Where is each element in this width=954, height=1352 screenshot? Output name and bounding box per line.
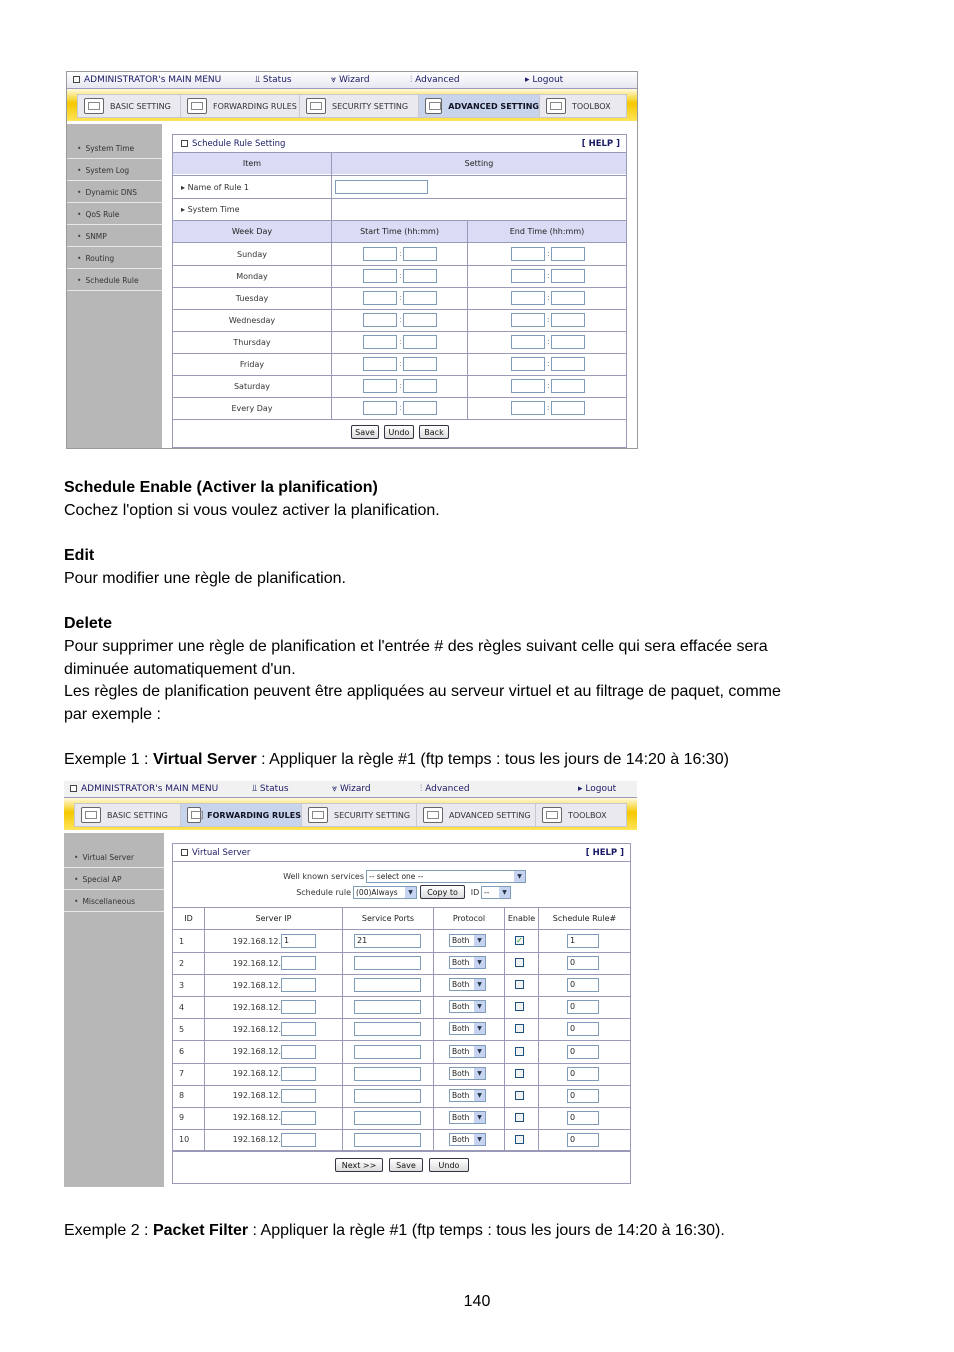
time-separator: : [399,271,402,280]
paragraph-delete-line2: diminuée automatiquement d'un. [64,661,296,678]
page-number: 140 [463,1293,491,1310]
start-minute-input[interactable] [403,291,437,305]
end-time-header: End Time (hh:mm) [468,221,626,242]
example-2-caption: Exemple 2 : Packet Filter : Appliquer la règle #1 (ftp temps : tous les jours de 14:20 à 16:30). [64,1222,725,1239]
well-known-services-select[interactable]: -- select one -- ▼ [366,870,526,883]
tab-toolbox[interactable]: TOOLBOX [536,804,626,826]
end-hour-input[interactable] [511,247,545,261]
schedule-rule-input[interactable]: 0 [567,1089,599,1103]
time-separator: : [547,337,550,346]
chevron-down-icon: ▼ [474,1068,485,1079]
toolbox-icon [542,807,562,823]
logout-link[interactable]: ▸ Logout [578,784,617,794]
virtual-server-screenshot [64,781,637,1187]
basic-setting-icon [81,807,101,823]
end-minute-input[interactable] [551,335,585,349]
sidebar-item-system-log[interactable]: • System Log [67,160,162,181]
paragraph-delete-line1: Pour supprimer une règle de planification et l'entrée # des règles suivant celle qui sera effacée sera [64,638,768,655]
protocol-value: Both [452,1068,470,1078]
server-ip-input[interactable] [281,978,316,992]
start-minute-input[interactable] [403,313,437,327]
tab-toolbox[interactable]: TOOLBOX [540,95,620,117]
tab-advanced-setting[interactable]: ADVANCED SETTING [419,95,540,117]
protocol-select[interactable] [449,1000,486,1013]
table-row [173,1041,630,1063]
time-separator: : [547,315,550,324]
square-icon [181,849,188,856]
chevron-down-icon: ▼ [474,1112,485,1123]
wizard-link[interactable]: ⩔ Wizard [331,75,370,85]
time-separator: : [399,293,402,302]
schedule-rule-screenshot [66,71,638,449]
forwarding-icon [187,98,207,114]
end-minute-input[interactable] [551,357,585,371]
schedule-rule-input[interactable]: 0 [567,978,599,992]
sidebar-item-special-ap[interactable]: • Special AP [64,869,164,890]
back-button[interactable]: Back [419,425,449,439]
advanced-icon [425,98,442,114]
square-icon [70,785,77,792]
protocol-select[interactable] [449,1045,486,1058]
security-icon [306,98,326,114]
protocol-select[interactable] [449,978,486,991]
well-known-services-label: Well known services [283,871,364,881]
server-ip-input[interactable] [281,1000,316,1014]
save-button[interactable]: Save [389,1158,423,1172]
start-hour-input[interactable] [363,335,397,349]
tab-bar [64,798,637,830]
protocol-select[interactable] [449,1067,486,1080]
week-day-label: Tuesday [235,293,269,303]
schedule-rule-label: Schedule rule [296,887,351,897]
main-menu-link[interactable]: ADMINISTRATOR's MAIN MENU [73,75,221,85]
end-hour-input[interactable] [511,335,545,349]
table-row [173,1085,630,1107]
heading-delete: Delete [64,615,113,632]
sidebar-item-system-time[interactable]: • System Time [67,138,162,159]
row-id: 6 [179,1047,185,1057]
toolbox-icon [546,98,566,114]
protocol-value: Both [452,1134,470,1144]
table-row [173,996,630,1018]
tab-bar [67,89,637,121]
paragraph-rules-line1: Les règles de planification peuvent être appliquées au serveur virtuel et au filtrage de paquet, comme [64,683,781,700]
schedule-rule-panel [172,134,627,448]
chevron-down-icon: ▼ [474,1023,485,1034]
service-ports-input[interactable]: 21 [354,934,421,948]
server-ip-input[interactable]: 1 [281,934,316,948]
column-header: Schedule Rule# [539,908,630,929]
enable-checkbox[interactable] [515,958,524,967]
tab-forwarding-rules[interactable]: FORWARDING RULES [181,804,302,826]
copy-to-button[interactable]: Copy to [420,885,465,899]
service-ports-input[interactable] [354,1111,421,1125]
row-id: 8 [179,1091,185,1101]
setting-header: Setting [332,153,626,174]
end-minute-input[interactable] [551,313,585,327]
sidebar-item-dynamic-dns[interactable]: • Dynamic DNS [67,182,162,203]
chevron-down-icon: ▼ [499,887,510,898]
rule-name-input[interactable] [335,180,428,194]
enable-checkbox[interactable] [515,1135,524,1144]
column-header: Service Ports [343,908,433,929]
week-day-label: Wednesday [228,315,276,325]
column-header: Server IP [205,908,342,929]
sidebar-item-miscellaneous[interactable]: • Miscellaneous [64,891,164,912]
square-icon [181,140,188,147]
server-ip-input[interactable] [281,1089,316,1103]
end-hour-input[interactable] [511,401,545,415]
end-minute-input[interactable] [551,269,585,283]
status-link[interactable]: ⫫ Status [252,784,289,794]
logout-link[interactable]: ▸ Logout [525,75,564,85]
row-id: 10 [179,1135,190,1145]
protocol-value: Both [452,1090,470,1100]
tab-basic-setting[interactable]: BASIC SETTING [78,95,181,117]
sidebar-item-virtual-server[interactable]: • Virtual Server [64,847,164,868]
service-ports-input[interactable] [354,1045,421,1059]
row-id: 4 [179,1002,185,1012]
panel-title-bar [173,135,626,153]
sidebar-item-routing[interactable]: • Routing [67,248,162,269]
panel-title: Virtual Server [192,848,251,858]
row-divider [173,1151,630,1152]
server-ip-input[interactable] [281,956,316,970]
schedule-rule-input[interactable]: 1 [567,934,599,948]
help-link[interactable]: [ HELP ] [581,139,620,149]
time-separator: : [547,293,550,302]
time-separator: : [399,403,402,412]
tab-basic-setting[interactable]: BASIC SETTING [75,804,181,826]
service-ports-input[interactable] [354,956,421,970]
column-header: Protocol [434,908,504,929]
schedule-rule-select[interactable]: (00)Always ▼ [353,886,417,899]
virtual-server-panel [172,843,631,1184]
week-day-label: Saturday [233,381,271,391]
service-ports-input[interactable] [354,1000,421,1014]
service-ports-input[interactable] [354,1067,421,1081]
server-ip-prefix: 192.168.12. [232,936,281,946]
help-link[interactable]: [ HELP ] [585,848,624,858]
undo-button[interactable]: Undo [429,1158,469,1172]
enable-checkbox[interactable]: ✓ [516,936,523,945]
protocol-value: Both [452,1112,470,1122]
protocol-select[interactable] [449,956,486,969]
row-id: 3 [179,980,185,990]
end-hour-input[interactable] [511,357,545,371]
week-day-header: Week Day [173,221,331,242]
enable-checkbox[interactable] [515,1024,524,1033]
tab-advanced-setting[interactable]: ADVANCED SETTING [417,804,536,826]
week-day-label: Every Day [231,403,273,413]
start-minute-input[interactable] [403,335,437,349]
sidebar-item-qos-rule[interactable]: • QoS Rule [67,204,162,225]
row-id: 2 [179,958,185,968]
end-hour-input[interactable] [511,291,545,305]
table-row [173,1018,630,1040]
schedule-rule-input[interactable]: 0 [567,1022,599,1036]
start-hour-input[interactable] [363,269,397,283]
protocol-select[interactable] [449,1133,486,1146]
tab-security-setting[interactable]: SECURITY SETTING [300,95,419,117]
server-ip-input[interactable] [281,1045,316,1059]
service-ports-input[interactable] [354,978,421,992]
square-icon [73,76,80,83]
start-time-header: Start Time (hh:mm) [332,221,467,242]
paragraph-edit: Pour modifier une règle de planification. [64,570,346,587]
id-select[interactable]: -- ▼ [481,886,511,899]
sidebar-item-snmp[interactable]: • SNMP [67,226,162,247]
time-separator: : [547,403,550,412]
chevron-down-icon: ▼ [474,957,485,968]
server-ip-input[interactable] [281,1067,316,1081]
table-row [173,974,630,996]
security-icon [308,807,328,823]
time-separator: : [399,249,402,258]
table-row [173,930,630,952]
time-separator: : [399,315,402,324]
protocol-select[interactable] [449,1089,486,1102]
top-menu-bar [64,781,637,798]
id-label: ID [470,887,480,897]
example-1-caption: Exemple 1 : Virtual Server : Appliquer la règle #1 (ftp temps : tous les jours de 14:20 à 16:30) [64,751,729,768]
end-hour-input[interactable] [511,313,545,327]
row-id: 9 [179,1113,185,1123]
table-row [173,1129,630,1151]
week-day-label: Sunday [237,249,267,259]
enable-checkbox[interactable] [515,1069,524,1078]
start-hour-input[interactable] [363,313,397,327]
server-ip-prefix: 192.168.12. [232,1091,281,1101]
time-separator: : [399,337,402,346]
paragraph-schedule-enable: Cochez l'option si vous voulez activer la planification. [64,502,440,519]
chevron-down-icon: ▼ [474,1090,485,1101]
week-day-label: Monday [236,271,268,281]
server-ip-input[interactable] [281,1111,316,1125]
table-row [173,1063,630,1085]
end-minute-input[interactable] [551,401,585,415]
wizard-link[interactable]: ⩔ Wizard [332,784,371,794]
protocol-select[interactable] [449,1022,486,1035]
item-header: Item [173,153,331,174]
server-ip-prefix: 192.168.12. [232,980,281,990]
chevron-down-icon: ▼ [474,935,485,946]
column-header: ID [173,908,204,929]
chevron-down-icon: ▼ [474,979,485,990]
time-separator: : [399,381,402,390]
chevron-down-icon: ▼ [474,1134,485,1145]
panel-title: Schedule Rule Setting [192,139,286,149]
service-ports-input[interactable] [354,1133,421,1147]
row-id: 7 [179,1069,185,1079]
undo-button[interactable]: Undo [384,425,414,439]
table-row [173,1107,630,1129]
start-minute-input[interactable] [403,269,437,283]
server-ip-prefix: 192.168.12. [232,1024,281,1034]
chevron-down-icon: ▼ [514,871,525,882]
protocol-value: Both [452,1046,470,1056]
chevron-down-icon: ▼ [474,1001,485,1012]
advanced-icon [423,807,443,823]
service-ports-input[interactable] [354,1022,421,1036]
protocol-value: Both [452,936,470,945]
advanced-link[interactable]: ⫶ Advanced [420,784,470,794]
row-divider [173,419,626,420]
table-row [173,952,630,974]
heading-edit: Edit [64,547,95,564]
server-ip-prefix: 192.168.12. [232,1069,281,1079]
server-ip-input[interactable] [281,1133,316,1147]
server-ip-prefix: 192.168.12. [232,1135,281,1145]
time-separator: : [399,359,402,368]
status-link[interactable]: ⫫ Status [255,75,292,85]
enable-checkbox[interactable] [515,1113,524,1122]
end-minute-input[interactable] [551,291,585,305]
basic-setting-icon [84,98,104,114]
end-hour-input[interactable] [511,379,545,393]
panel-title-bar [173,844,630,862]
schedule-rule-input[interactable]: 0 [567,1045,599,1059]
system-time-label: ▸ System Time [181,205,240,214]
schedule-rule-input[interactable]: 0 [567,1000,599,1014]
next-button[interactable]: Next >> [335,1158,383,1172]
time-separator: : [547,271,550,280]
start-hour-input[interactable] [363,401,397,415]
start-minute-input[interactable] [403,379,437,393]
end-minute-input[interactable] [551,379,585,393]
forwarding-icon [187,807,201,823]
schedule-rule-input[interactable]: 0 [567,1067,599,1081]
server-ip-prefix: 192.168.12. [232,1113,281,1123]
sidebar-item-schedule-rule[interactable]: • Schedule Rule [67,270,162,291]
start-hour-input[interactable] [363,247,397,261]
enable-checkbox[interactable] [515,980,524,989]
chevron-down-icon: ▼ [405,887,416,898]
start-hour-input[interactable] [363,357,397,371]
start-hour-input[interactable] [363,291,397,305]
week-day-label: Friday [239,359,265,369]
server-ip-prefix: 192.168.12. [232,958,281,968]
top-menu-bar [67,72,637,89]
service-ports-input[interactable] [354,1089,421,1103]
protocol-select[interactable] [449,1111,486,1124]
start-hour-input[interactable] [363,379,397,393]
tab-forwarding-rules[interactable]: FORWARDING RULES [181,95,300,117]
heading-schedule-enable: Schedule Enable (Activer la planification) [64,479,378,496]
protocol-select[interactable] [449,934,486,947]
start-minute-input[interactable] [403,247,437,261]
protocol-value: Both [452,1024,470,1034]
end-hour-input[interactable] [511,269,545,283]
sidebar [67,124,162,448]
protocol-value: Both [452,1002,470,1012]
week-day-label: Thursday [233,337,271,347]
schedule-rule-input[interactable]: 0 [567,1111,599,1125]
schedule-rule-input[interactable]: 0 [567,1133,599,1147]
server-ip-prefix: 192.168.12. [232,1002,281,1012]
enable-checkbox[interactable] [515,1091,524,1100]
row-id: 1 [179,936,185,946]
start-minute-input[interactable] [403,401,437,415]
paragraph-rules-line2: par exemple : [64,706,161,723]
time-separator: : [547,359,550,368]
chevron-down-icon: ▼ [474,1046,485,1057]
protocol-value: Both [452,980,470,990]
enable-checkbox[interactable] [515,1047,524,1056]
tab-security-setting[interactable]: SECURITY SETTING [302,804,417,826]
row-id: 5 [179,1024,185,1034]
end-minute-input[interactable] [551,247,585,261]
time-separator: : [547,249,550,258]
main-menu-link[interactable]: ADMINISTRATOR's MAIN MENU [70,784,218,794]
enable-checkbox[interactable] [515,1002,524,1011]
name-of-rule-label: ▸ Name of Rule 1 [181,182,250,192]
server-ip-prefix: 192.168.12. [232,1047,281,1057]
start-minute-input[interactable] [403,357,437,371]
server-ip-input[interactable] [281,1022,316,1036]
sidebar [64,833,164,1187]
time-separator: : [547,381,550,390]
schedule-rule-input[interactable]: 0 [567,956,599,970]
save-button[interactable]: Save [351,425,379,439]
protocol-value: Both [452,958,470,968]
advanced-link[interactable]: ⫶ Advanced [410,75,460,85]
column-header: Enable [505,908,538,929]
